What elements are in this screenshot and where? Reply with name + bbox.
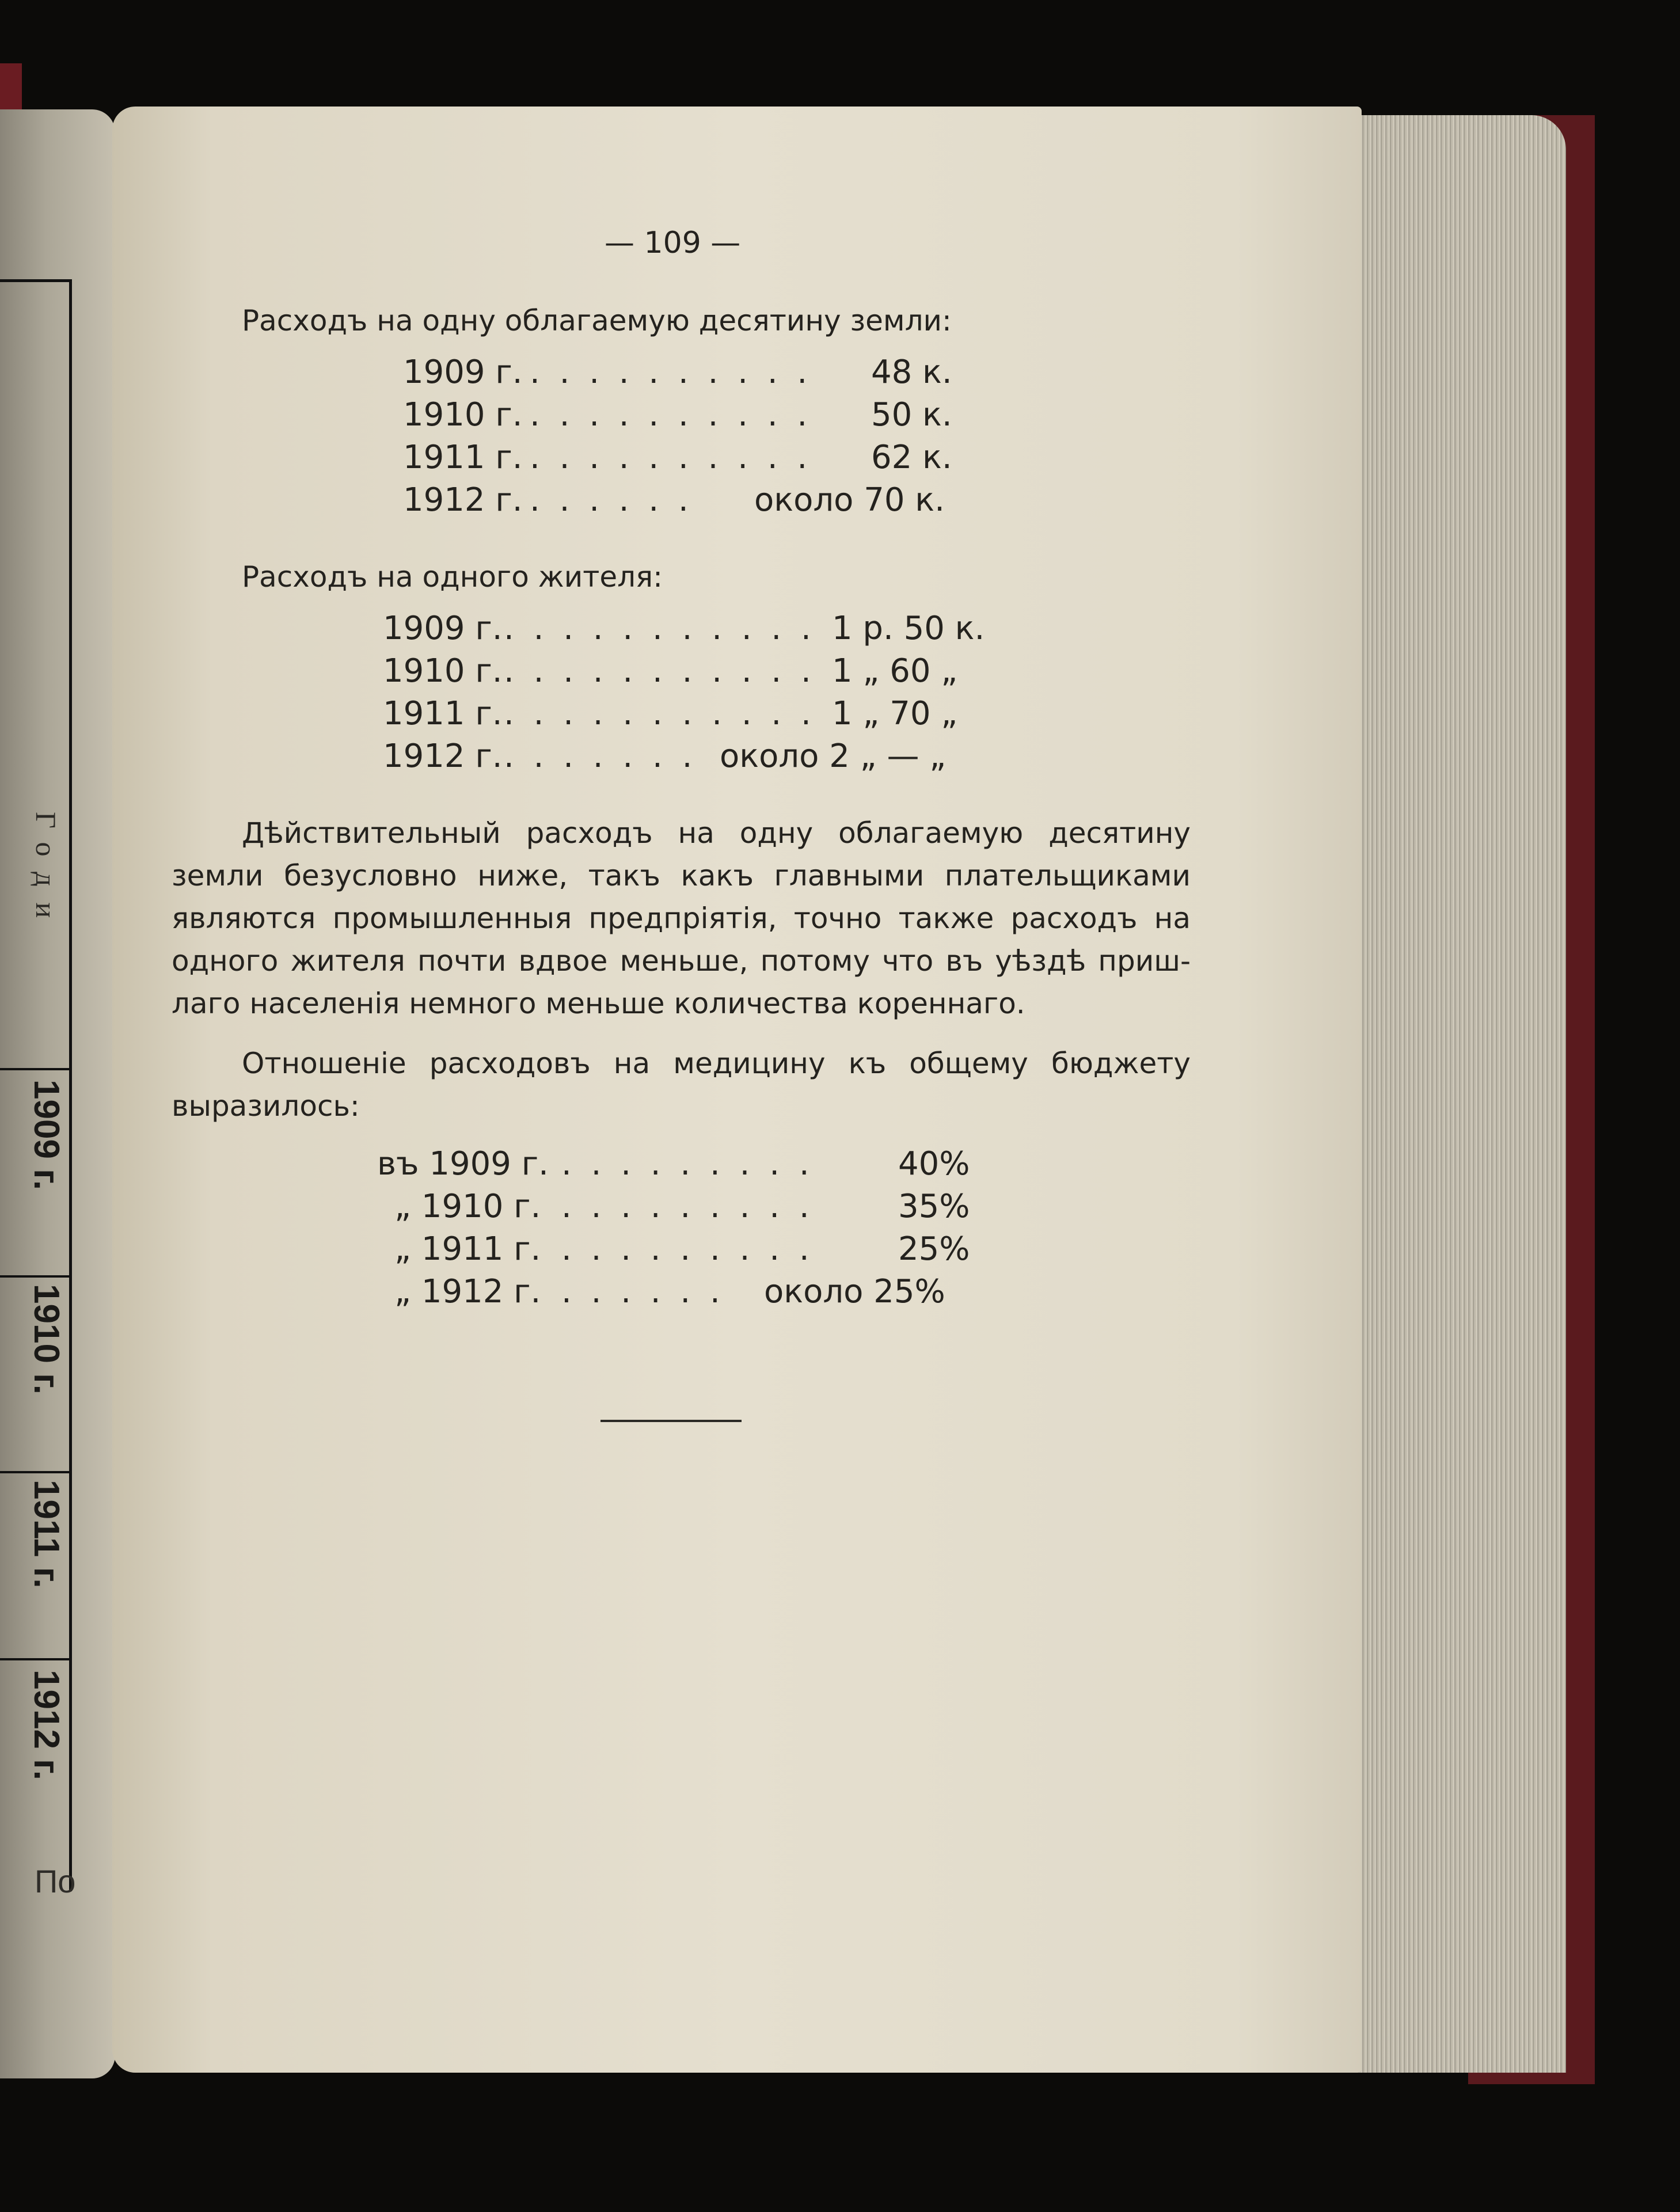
row-value: около 70 к. xyxy=(754,481,945,519)
paragraph-line: лаго населенія немного меньше количества кореннаго. xyxy=(172,987,1025,1020)
side-year-1909: 1909 г. xyxy=(26,1080,66,1190)
paragraph-line: выразилось: xyxy=(172,1089,360,1123)
row-value: около 2 „ — „ xyxy=(720,738,947,775)
leader-dots: . . . . . . . . . . xyxy=(530,439,812,476)
row-year: „ 1911 г. xyxy=(394,1230,541,1268)
table-rule xyxy=(0,1068,72,1070)
paragraph-line: являются промышленныя предпріятія, точно также расходъ на xyxy=(172,902,1191,935)
row-value: 1 „ 70 „ xyxy=(832,695,958,732)
paragraph-line: земли безусловно ниже, такъ какъ главными плательщиками xyxy=(172,859,1191,892)
side-year-1911: 1911 г. xyxy=(26,1480,66,1588)
leader-dots: . . . . . . . . . xyxy=(561,1145,814,1183)
row-year: 1912 г. xyxy=(403,481,523,519)
row-year: 1911 г. xyxy=(403,439,523,476)
leader-dots: . . . . . . . . . . . xyxy=(504,610,816,647)
row-year: 1910 г. xyxy=(383,652,503,690)
paragraph-line: Отношеніе расходовъ на медицину къ общему бюджету xyxy=(242,1047,1191,1080)
paragraph-line: одного жителя почти вдвое меньше, потому что въ уѣздѣ приш- xyxy=(172,944,1191,978)
resident-expense-heading: Расходъ на одного жителя: xyxy=(242,560,663,594)
leader-dots: . . . . . . . . . xyxy=(561,1188,814,1225)
row-year: 1910 г. xyxy=(403,396,523,434)
side-year-1910: 1910 г. xyxy=(26,1284,66,1394)
paragraph-line: Дѣйствительный расходъ на одну облагаемую десятину xyxy=(242,816,1191,850)
row-year: 1909 г. xyxy=(403,354,523,391)
leader-dots: . . . . . . xyxy=(530,481,693,519)
row-value: 50 к. xyxy=(871,396,952,434)
leader-dots: . . . . . . xyxy=(561,1273,725,1310)
side-year-1912: 1912 г. xyxy=(26,1670,66,1780)
table-rule xyxy=(0,1471,72,1473)
section-divider xyxy=(600,1420,742,1422)
row-year: 1911 г. xyxy=(383,695,503,732)
table-rule xyxy=(0,1275,72,1278)
row-value: около 25% xyxy=(764,1273,945,1310)
leader-dots: . . . . . . . xyxy=(504,738,697,775)
row-year: „ 1912 г. xyxy=(394,1273,541,1310)
row-value: 1 „ 60 „ xyxy=(832,652,958,690)
row-value: 35% xyxy=(898,1188,970,1225)
row-year: 1909 г. xyxy=(383,610,503,647)
table-rule xyxy=(0,1658,72,1660)
row-value: 1 р. 50 к. xyxy=(832,610,985,647)
row-year: въ 1909 г. xyxy=(377,1145,549,1183)
leader-dots: . . . . . . . . . . . xyxy=(504,695,816,732)
leader-dots: . . . . . . . . . xyxy=(561,1230,814,1268)
page-number: — 109 — xyxy=(605,226,741,260)
leader-dots: . . . . . . . . . . . xyxy=(504,652,816,690)
side-footer-text: По xyxy=(35,1863,76,1899)
leader-dots: . . . . . . . . . . xyxy=(530,396,812,434)
row-year: 1912 г. xyxy=(383,738,503,775)
leader-dots: . . . . . . . . . . xyxy=(530,354,812,391)
page-edges xyxy=(1341,115,1566,2073)
table-rule xyxy=(0,279,72,282)
side-column-header: Годи xyxy=(30,812,62,934)
row-value: 40% xyxy=(898,1145,970,1183)
row-value: 62 к. xyxy=(871,439,952,476)
row-year: „ 1910 г. xyxy=(394,1188,541,1225)
table-rule xyxy=(69,279,72,1891)
area-expense-heading: Расходъ на одну облагаемую десятину земли: xyxy=(242,304,952,337)
row-value: 25% xyxy=(898,1230,970,1268)
row-value: 48 к. xyxy=(871,354,952,391)
